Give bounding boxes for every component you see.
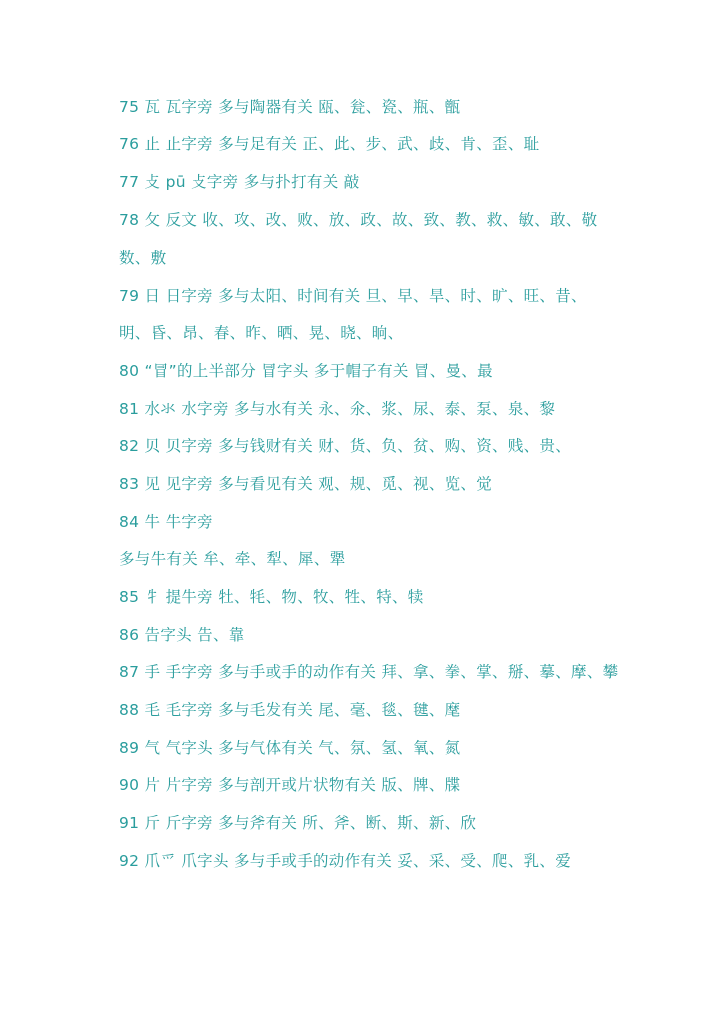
text-line: 多与牛有关 牟、牵、犁、犀、犟: [119, 550, 346, 568]
text-line: 77 攴 pū 攴字旁 多与扑打有关 敲: [119, 173, 360, 191]
text-line: 数、敷: [119, 249, 167, 267]
text-line: 79 日 日字旁 多与太阳、时间有关 旦、早、旱、时、旷、旺、昔、: [119, 287, 587, 305]
text-line: 83 见 见字旁 多与看见有关 观、规、觅、视、览、觉: [119, 475, 493, 493]
text-line: 92 爪爫 爪字头 多与手或手的动作有关 妥、采、受、爬、乳、爱: [119, 852, 572, 870]
text-line: 84 牛 牛字旁: [119, 513, 213, 531]
text-line: 91 斤 斤字旁 多与斧有关 所、斧、断、斯、新、欣: [119, 814, 477, 832]
text-line: 75 瓦 瓦字旁 多与陶器有关 瓯、瓮、瓷、瓶、甑: [119, 98, 461, 116]
text-line: 87 手 手字旁 多与手或手的动作有关 拜、拿、拳、掌、掰、摹、摩、攀: [119, 663, 619, 681]
text-line: 81 水氺 水字旁 多与水有关 永、氽、浆、尿、泰、泵、泉、黎: [119, 400, 556, 418]
text-line: 85 牜 提牛旁 牡、牦、物、牧、牲、特、犊: [119, 588, 424, 606]
text-line: 80 “冒”的上半部分 冒字头 多于帽子有关 冒、曼、最: [119, 362, 493, 380]
text-line: 90 片 片字旁 多与剖开或片状物有关 版、牌、牒: [119, 776, 461, 794]
text-line: 82 贝 贝字旁 多与钱财有关 财、货、负、贫、购、资、贱、贵、: [119, 437, 572, 455]
text-line: 明、昏、昂、春、昨、晒、晃、晓、晌、: [119, 324, 404, 342]
text-line: 86 告字头 告、靠: [119, 626, 245, 644]
text-line: 88 毛 毛字旁 多与毛发有关 尾、毫、毯、毽、麾: [119, 701, 461, 719]
text-line: 89 气 气字头 多与气体有关 气、氛、氢、氧、氮: [119, 739, 461, 757]
text-line: 76 止 止字旁 多与足有关 正、此、步、武、歧、肯、歪、耻: [119, 135, 540, 153]
text-line: 78 攵 反文 收、攻、改、败、放、政、故、致、教、救、敏、敢、敬: [119, 211, 598, 229]
